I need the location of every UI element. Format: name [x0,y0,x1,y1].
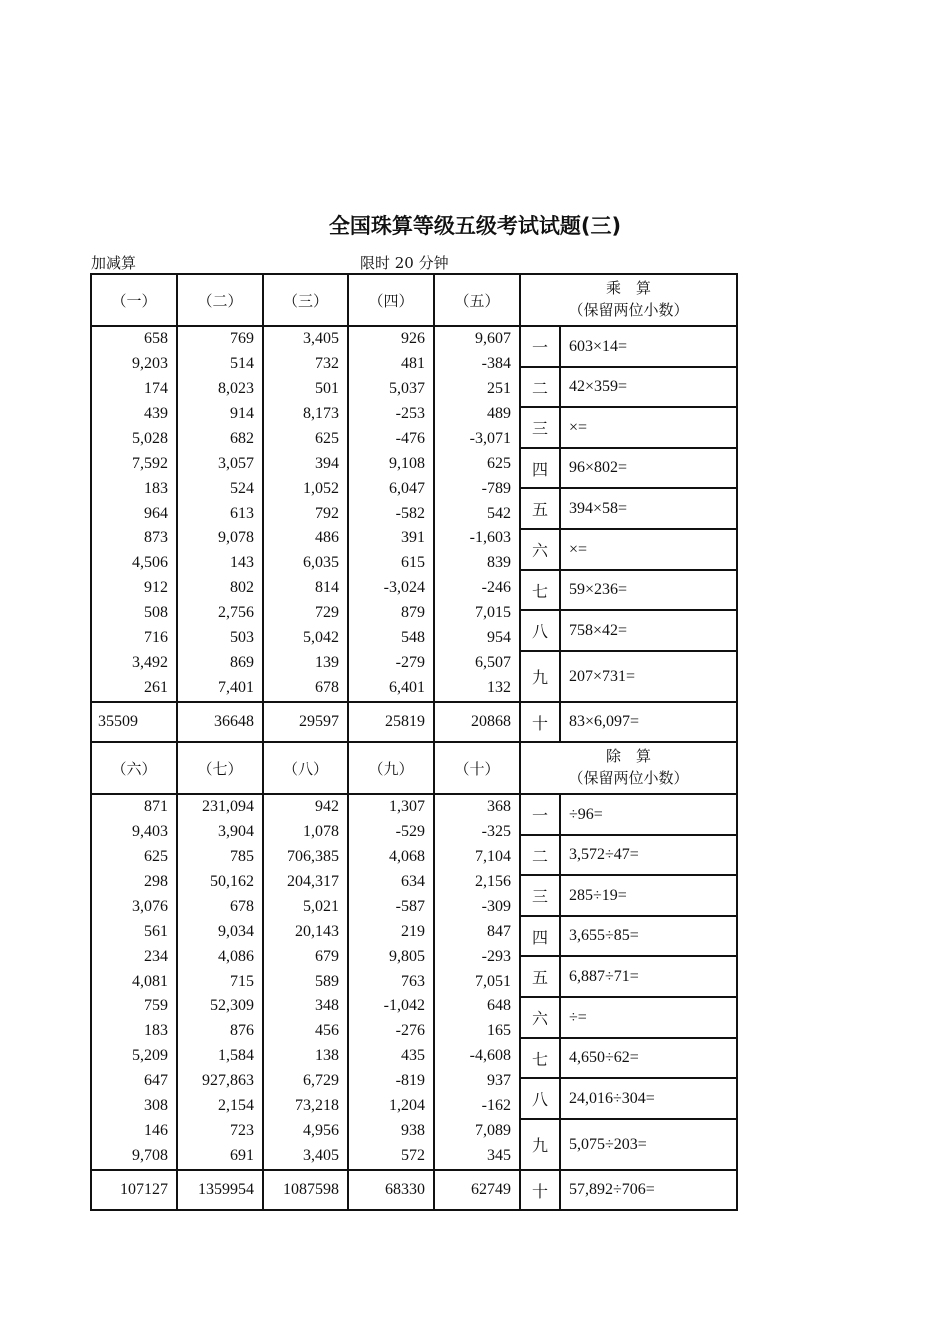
number-cell: 6,401 [389,678,425,696]
number-cell: 7,015 [475,604,511,622]
number-cell: 613 [230,504,254,522]
multiplication-problem: 96×802= [560,448,737,488]
number-cell: 183 [144,479,168,497]
number-cell: 964 [144,504,168,522]
number-cell: 50,162 [210,872,254,890]
number-cell: 927,863 [202,1072,254,1090]
division-problem: ÷= [560,997,737,1038]
number-cell: 732 [315,355,339,373]
number-cell: 9,108 [389,454,425,472]
number-cell: 942 [315,798,339,816]
number-cell: 847 [487,922,511,940]
number-cell: 439 [144,404,168,422]
number-cell: 2,756 [218,604,254,622]
number-cell: 4,086 [218,947,254,965]
problem-index: 五 [520,488,560,529]
column-sum: 35509 [91,702,177,742]
number-cell: -325 [481,823,511,841]
number-cell: 648 [487,997,511,1015]
number-column-3 [263,326,348,702]
multiplication-problem: ×= [560,407,737,448]
number-cell: 146 [144,1121,168,1139]
column-sum: 68330 [348,1170,434,1210]
number-cell: 615 [401,554,425,572]
number-cell: 7,401 [218,678,254,696]
number-cell: 912 [144,579,168,597]
number-cell: 1,584 [218,1047,254,1065]
number-cell: 9,078 [218,529,254,547]
number-cell: 2,154 [218,1097,254,1114]
number-cell: -1,603 [469,529,511,547]
number-cell: 3,904 [218,823,254,841]
multiplication-problem: 207×731= [560,651,737,702]
number-cell: 4,956 [303,1121,339,1139]
multiplication-title-note: （保留两位小数） [568,303,689,319]
problem-index: 一 [520,326,560,367]
number-cell: 5,209 [132,1047,168,1065]
problem-index: 八 [520,1078,560,1119]
number-cell: -279 [395,653,425,671]
number-column-10 [434,794,520,1170]
number-column-7 [177,794,263,1170]
problem-index: 九 [520,1119,560,1170]
column-sum: 36648 [177,702,263,742]
number-cell: 926 [401,330,425,348]
number-cell: 501 [315,380,339,398]
column-header-4: （四） [348,274,434,326]
multiplication-title [520,274,737,326]
division-title-main: 除 算 [605,749,651,765]
problem-index: 六 [520,997,560,1038]
number-cell: 345 [487,1146,511,1164]
column-sum: 107127 [91,1170,177,1210]
number-cell: 869 [230,653,254,671]
number-cell: -476 [395,429,425,447]
number-cell: 489 [487,404,511,422]
number-cell: 524 [230,479,254,497]
number-cell: 658 [144,330,168,348]
number-cell: 873 [144,529,168,547]
time-limit: 限时 20 分钟 [360,254,449,272]
column-header-2: （二） [177,274,263,326]
number-cell: 792 [315,504,339,522]
number-cell: 514 [230,355,254,373]
number-cell: 759 [144,997,168,1015]
number-cell: 435 [401,1047,425,1065]
number-cell: 914 [230,404,254,422]
number-cell: 481 [401,355,425,373]
multiplication-problem: 42×359= [560,367,737,407]
problem-index: 七 [520,570,560,610]
number-cell: 625 [487,454,511,472]
division-problem: 285÷19= [560,875,737,916]
problem-index: 四 [520,448,560,488]
number-cell: -293 [481,947,511,965]
number-cell: 368 [487,798,511,816]
multiplication-problem: ×= [560,529,737,570]
number-cell: 937 [487,1072,511,1090]
number-cell: 1,052 [303,479,339,497]
number-cell: 572 [401,1146,425,1164]
number-column-9 [348,794,434,1170]
number-cell: 503 [230,629,254,646]
sum-row-top [91,702,737,742]
multiplication-problem: 59×236= [560,570,737,610]
column-header-1: （一） [91,274,177,326]
number-cell: 7,089 [475,1121,511,1139]
problem-index: 九 [520,651,560,702]
number-cell: 132 [487,678,511,696]
number-cell: 625 [315,429,339,447]
number-cell: 691 [230,1146,254,1164]
number-cell: 7,051 [475,972,511,990]
number-column-2 [177,326,263,702]
number-cell: 204,317 [287,872,339,890]
number-cell: 678 [230,897,254,915]
number-cell: 814 [315,579,339,597]
problem-index: 二 [520,835,560,875]
sum-row-bottom [91,1170,737,1210]
number-cell: 954 [487,629,511,646]
number-cell: 679 [315,947,339,965]
division-problem: 4,650÷62= [560,1038,737,1078]
number-cell: 9,805 [389,947,425,965]
number-cell: -253 [395,404,425,422]
number-cell: 231,094 [202,798,254,816]
problem-index: 二 [520,367,560,407]
multiplication-problem: 758×42= [560,610,737,651]
number-cell: 165 [487,1022,511,1040]
number-column-8 [263,794,348,1170]
number-cell: -309 [481,897,511,915]
problem-index: 十 [520,702,560,742]
header-row-bottom [91,742,737,794]
number-cell: 2,156 [475,872,511,890]
section-label: 加减算 [91,254,137,272]
number-cell: 723 [230,1121,254,1139]
number-cell: 9,607 [475,330,511,348]
number-cell: 879 [401,604,425,622]
number-cell: -3,024 [383,579,425,597]
number-cell: 9,203 [132,355,168,373]
number-cell: 261 [144,678,168,696]
header-row-top [91,274,737,326]
number-cell: -587 [395,897,425,915]
number-cell: 298 [144,872,168,890]
number-cell: 4,068 [389,848,425,866]
number-cell: 647 [144,1072,168,1090]
division-title [520,742,737,794]
number-cell: 1,204 [389,1097,425,1114]
number-cell: 6,729 [303,1072,339,1090]
number-cell: 6,047 [389,479,425,497]
number-cell: 486 [315,529,339,547]
number-cell: 52,309 [210,997,254,1015]
multiplication-title-main: 乘 算 [605,281,651,297]
number-cell: 251 [487,380,511,398]
number-column-6 [91,794,177,1170]
number-cell: 348 [315,997,339,1015]
number-cell: 3,492 [132,653,168,671]
division-problem: 24,016÷304= [560,1078,737,1119]
column-header-8: （八） [263,742,348,794]
number-cell: 4,506 [132,554,168,572]
number-cell: -819 [395,1072,425,1090]
problem-index: 八 [520,610,560,651]
number-column-1 [91,326,177,702]
number-cell: 8,023 [218,380,254,398]
multiplication-problem: 83×6,097= [560,702,737,742]
number-column-5 [434,326,520,702]
number-cell: 139 [315,653,339,671]
number-cell: 769 [230,330,254,348]
number-cell: 138 [315,1047,339,1065]
number-cell: 634 [401,872,425,890]
problem-index: 一 [520,794,560,835]
problem-index: 三 [520,875,560,916]
division-problem: 57,892÷706= [560,1170,737,1210]
problem-index: 六 [520,529,560,570]
number-cell: -789 [481,479,511,497]
number-cell: 678 [315,678,339,696]
number-cell: 561 [144,922,168,940]
number-cell: 5,037 [389,380,425,398]
page-title: 全国珠算等级五级考试试题(三) [328,214,622,238]
number-cell: 3,057 [218,454,254,472]
number-column-4 [348,326,434,702]
problem-index: 四 [520,916,560,956]
column-sum: 1087598 [263,1170,348,1210]
division-problem: 5,075÷203= [560,1119,737,1170]
column-header-3: （三） [263,274,348,326]
number-cell: -162 [481,1097,511,1114]
number-cell: 763 [401,972,425,990]
column-sum: 20868 [434,702,520,742]
number-cell: -1,042 [383,997,425,1015]
number-cell: 234 [144,947,168,965]
problem-index: 五 [520,956,560,997]
division-title-note: （保留两位小数） [568,771,689,787]
number-cell: 876 [230,1022,254,1040]
number-cell: 219 [401,922,425,940]
column-header-10: （十） [434,742,520,794]
number-cell: 706,385 [287,848,339,866]
problem-index: 三 [520,407,560,448]
number-cell: 3,076 [132,897,168,915]
number-cell: -4,608 [469,1047,511,1065]
number-cell: 715 [230,972,254,990]
number-cell: 9,034 [218,922,254,940]
number-cell: 785 [230,848,254,866]
problem-index: 十 [520,1170,560,1210]
division-problem: 3,572÷47= [560,835,737,875]
number-cell: 456 [315,1022,339,1040]
number-cell: 548 [401,629,425,646]
number-cell: 508 [144,604,168,622]
number-cell: 625 [144,848,168,866]
number-cell: -384 [481,355,511,373]
number-cell: -276 [395,1022,425,1040]
division-problem: 6,887÷71= [560,956,737,997]
number-cell: 682 [230,429,254,447]
column-header-7: （七） [177,742,263,794]
number-cell: 3,405 [303,330,339,348]
number-cell: 6,035 [303,554,339,572]
number-cell: 7,104 [475,848,511,866]
number-cell: 589 [315,972,339,990]
multiplication-problem: 394×58= [560,488,737,529]
division-problem: ÷96= [560,794,737,835]
number-cell: 8,173 [303,404,339,422]
number-cell: 802 [230,579,254,597]
problem-index: 七 [520,1038,560,1078]
number-cell: 174 [144,380,168,398]
column-sum: 29597 [263,702,348,742]
number-cell: 716 [144,629,168,646]
number-cell: -3,071 [469,429,511,447]
number-cell: 143 [230,554,254,572]
number-cell: 1,307 [389,798,425,816]
number-cell: 7,592 [132,454,168,472]
number-cell: 1,078 [303,823,339,841]
column-header-5: （五） [434,274,520,326]
column-header-9: （九） [348,742,434,794]
number-cell: 5,042 [303,629,339,646]
division-problem: 3,655÷85= [560,916,737,956]
number-cell: 73,218 [295,1097,339,1114]
column-sum: 1359954 [177,1170,263,1210]
number-cell: 4,081 [132,972,168,990]
number-cell: 183 [144,1022,168,1040]
number-cell: 871 [144,798,168,816]
column-sum: 25819 [348,702,434,742]
number-cell: -529 [395,823,425,841]
number-cell: 394 [315,454,339,472]
number-cell: 5,028 [132,429,168,447]
number-cell: 839 [487,554,511,572]
exam-table [90,273,738,1211]
number-cell: 9,403 [132,823,168,841]
number-cell: -582 [395,504,425,522]
number-cell: 9,708 [132,1146,168,1164]
column-header-6: （六） [91,742,177,794]
number-cell: 5,021 [303,897,339,915]
column-sum: 62749 [434,1170,520,1210]
number-cell: 729 [315,604,339,622]
number-cell: 391 [401,529,425,547]
number-cell: 938 [401,1121,425,1139]
number-cell: 3,405 [303,1146,339,1164]
multiplication-problem: 603×14= [560,326,737,367]
number-cell: 308 [144,1097,168,1114]
number-cell: -246 [481,579,511,597]
number-cell: 6,507 [475,653,511,671]
number-cell: 542 [487,504,511,522]
number-cell: 20,143 [295,922,339,940]
